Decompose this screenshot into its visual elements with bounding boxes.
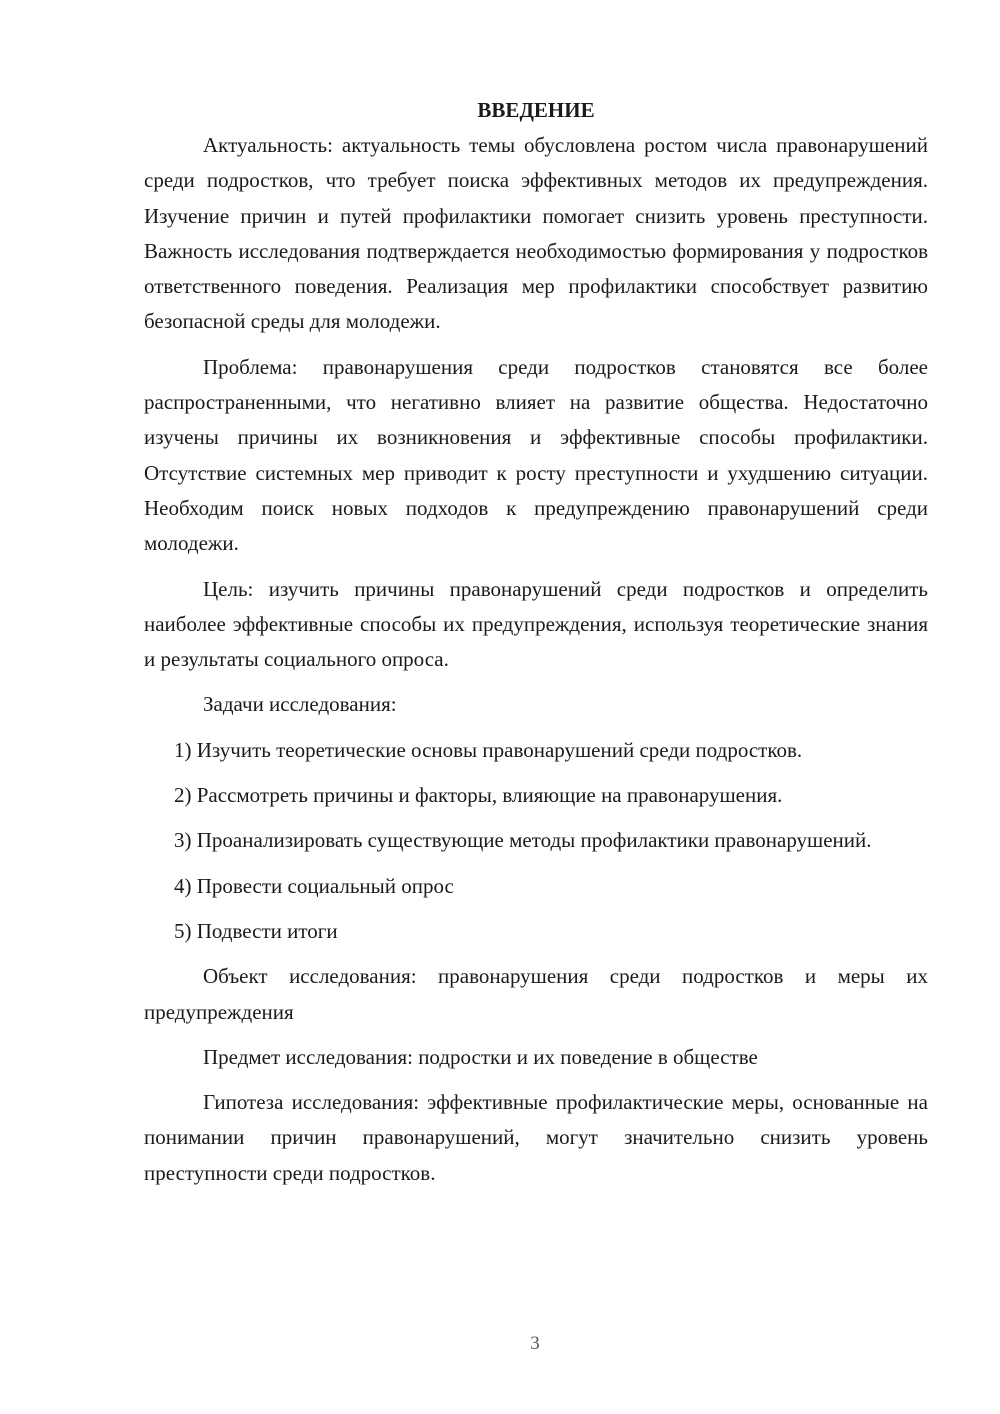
tasks-heading: Задачи исследования: — [203, 692, 397, 717]
page-number: 3 — [530, 1333, 540, 1354]
task-item-1: 1) Изучить теоретические основы правонарушений среди подростков. — [174, 737, 803, 762]
hypothesis-paragraph: Гипотеза исследования: эффективные профилактические меры, основанные на понимании причин правонарушений, могут значительно снизить уровень преступности среди подростков. — [144, 1090, 928, 1185]
task-item-5: 5) Подвести итоги — [174, 918, 338, 943]
subject-paragraph: Предмет исследования: подростки и их поведение в обществе — [203, 1044, 758, 1069]
object-paragraph: Объект исследования: правонарушения среди подростков и меры их предупреждения — [144, 964, 928, 1024]
relevance-paragraph: Актуальность: актуальность темы обусловлена ростом числа правонарушений среди подростков, что требует поиска эффективных методов их предупреждения. Изучение причин и путей профилактики помогает снизить уровень преступности. Важность исследования подтверждается необходимостью формирования у подростков ответственного поведения. Реализация мер профилактики способствует развитию безопасной среды для молодежи. — [144, 133, 928, 334]
problem-paragraph: Проблема: правонарушения среди подростков становятся все более распространенными, что негативно влияет на развитие общества. Недостаточно изучены причины их возникновения и эффективные способы профилактики. Отсутствие системных мер приводит к росту преступности и ухудшению ситуации. Необходим поиск новых подходов к предупреждению правонарушений среди молодежи. — [144, 354, 928, 556]
task-item-3: 3) Проанализировать существующие методы профилактики правонарушений. — [174, 828, 872, 853]
document-page — [144, 92, 928, 1201]
section-title: ВВЕДЕНИЕ — [477, 98, 595, 122]
task-item-4: 4) Провести социальный опрос — [174, 873, 454, 898]
task-item-2: 2) Рассмотреть причины и факторы, влияющие на правонарушения. — [174, 783, 783, 808]
goal-paragraph: Цель: изучить причины правонарушений среди подростков и определить наиболее эффективные способы их предупреждения, используя теоретические знания и результаты социального опроса. — [144, 576, 928, 672]
